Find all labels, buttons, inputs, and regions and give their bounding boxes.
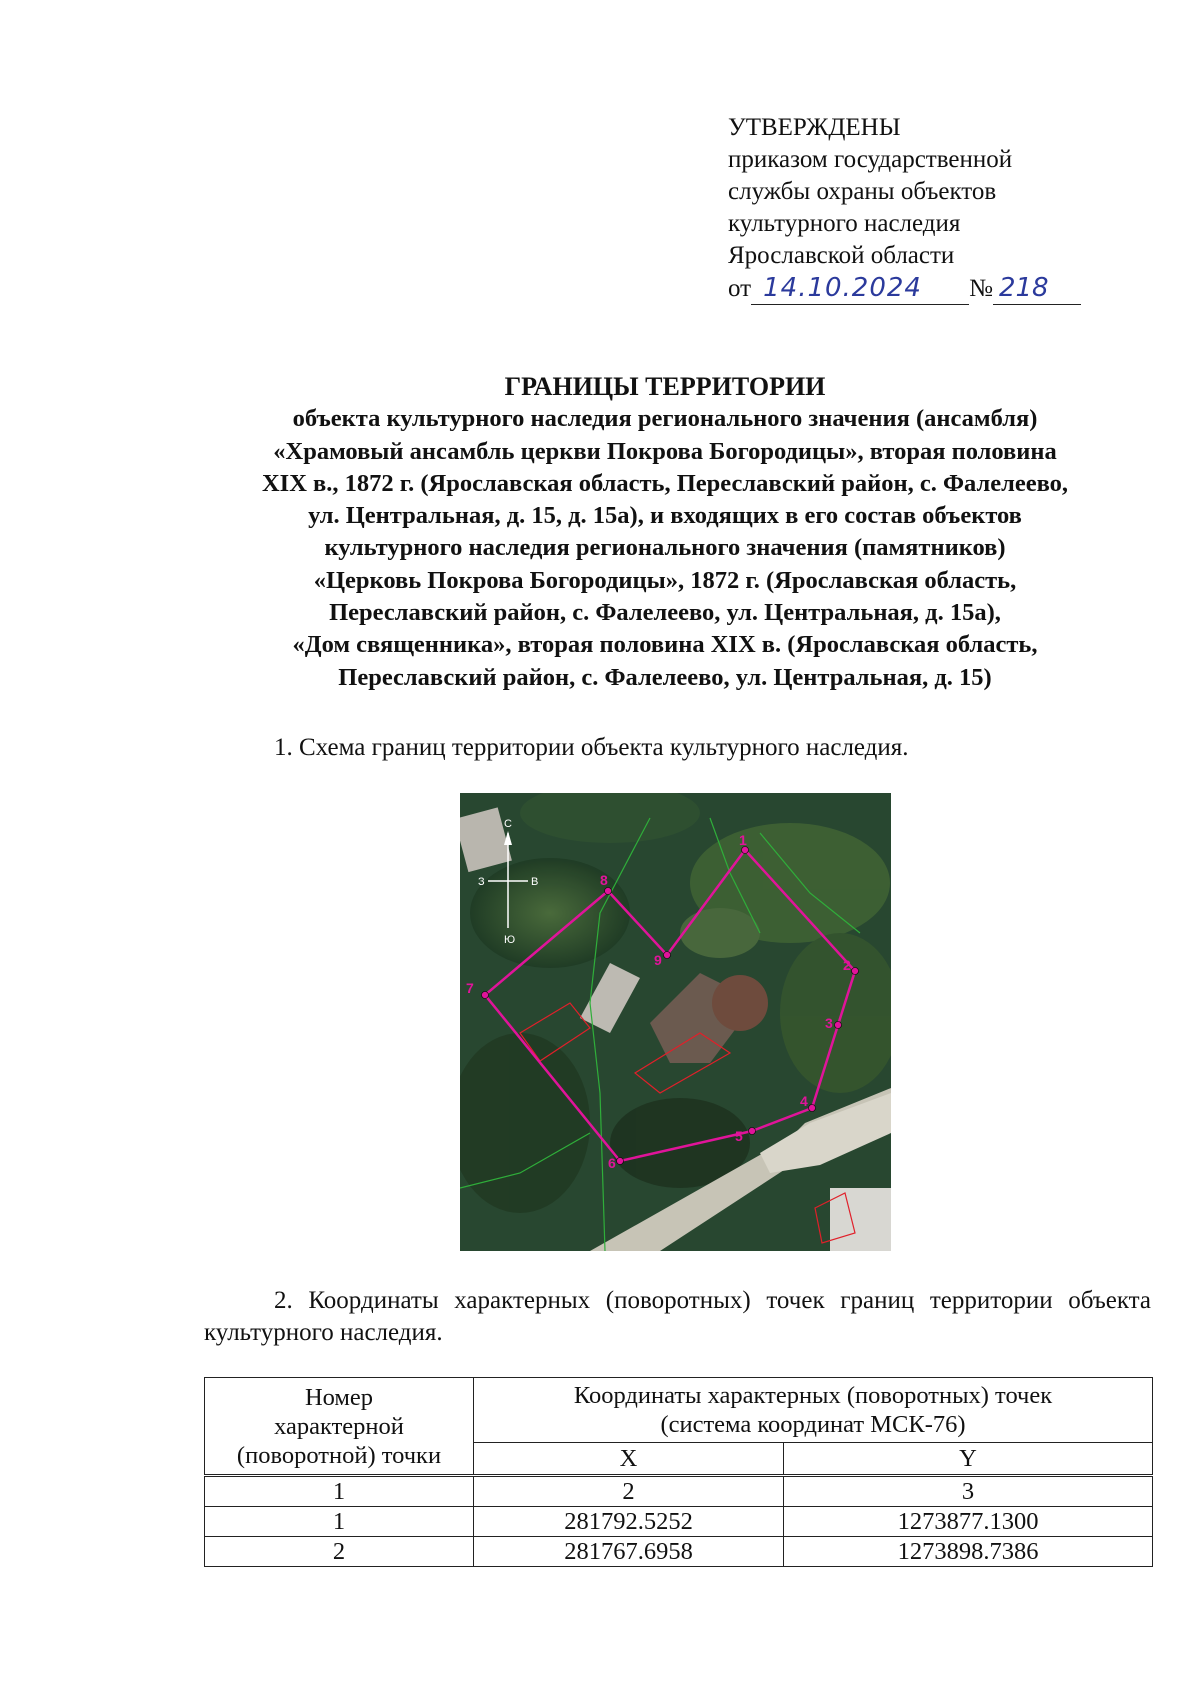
header-text: характерной [274,1412,404,1440]
title-line: «Церковь Покрова Богородицы», 1872 г. (Ярославская область, [313,566,1017,594]
document-title [190,371,1140,694]
header-y: Y [784,1443,1153,1476]
table-column-number-row [205,1476,1153,1507]
header-text: (поворотной) точки [236,1441,442,1469]
table-header-row [205,1378,1153,1443]
header-point-number [205,1378,474,1476]
header-x: X [474,1443,784,1476]
table-cell: 1 [205,1507,474,1537]
point-label: 2 [843,957,851,973]
header-text: (система координат МСК-76) [660,1411,966,1438]
title-line: XIX в., 1872 г. (Ярославская область, Переславский район, с. Фалелеево, [261,469,1069,497]
title-line: объекта культурного наследия регионального значения (ансамбля) [292,405,1038,433]
point-label: 8 [600,872,608,888]
church-dome [712,975,768,1031]
point-label: 7 [466,980,474,996]
handwritten-date: 14.10.2024 [751,272,969,305]
table-cell: 281767.6958 [474,1537,784,1567]
table-row [205,1507,1153,1537]
point-label: 4 [800,1093,808,1109]
building-bottom-right [830,1188,891,1251]
title-line: «Дом священника», вторая половина XIX в. (Ярославская область, [292,631,1038,659]
compass-east: В [531,876,539,888]
title-line: «Храмовый ансамбль церкви Покрова Богородицы», вторая половина [273,437,1057,465]
table-row [205,1537,1153,1567]
title-line: культурного наследия регионального значения (памятников) [324,534,1006,562]
point-label: 6 [608,1155,616,1171]
title-line: Переславский район, с. Фалелеево, ул. Центральная, д. 15а), [329,599,1001,627]
table-cell: 281792.5252 [474,1507,784,1537]
header-coordinates [474,1378,1153,1443]
approval-line: службы охраны объектов [728,178,997,205]
table-cell: 2 [205,1537,474,1567]
table-cell: 2 [474,1476,784,1507]
point-label: 5 [735,1128,743,1144]
compass-south: Ю [504,934,516,946]
table-cell: 1273898.7386 [784,1537,1153,1567]
table-cell: 1 [205,1476,474,1507]
title-main: ГРАНИЦЫ ТЕРРИТОРИИ [504,372,826,401]
approval-line: культурного наследия [728,210,961,237]
approval-line: приказом государственной [728,146,1013,173]
approval-heading: УТВЕРЖДЕНЫ [728,114,901,141]
section-2-heading: 2. Координаты характерных (поворотных) точек границ территории объекта культурного наследия. [204,1287,1151,1346]
handwritten-number: 218 [993,272,1081,305]
point-label: 9 [654,952,662,968]
date-prefix: от [728,275,752,302]
boundary-scheme-map [460,793,891,1251]
approval-date-line [728,272,1108,305]
compass-north: С [504,818,512,830]
header-text: Номер [304,1383,374,1411]
header-text: Координаты характерных (поворотных) точек [573,1382,1053,1409]
approval-stamp [728,112,1108,305]
point-label: 1 [739,832,747,848]
compass-west: З [478,876,485,888]
table-cell: 1273877.1300 [784,1507,1153,1537]
title-line: Переславский район, с. Фалелеево, ул. Центральная, д. 15) [338,663,992,691]
table-cell: 3 [784,1476,1153,1507]
section-1-heading: 1. Схема границ территории объекта культурного наследия. [274,734,909,761]
approval-line: Ярославской области [728,242,955,269]
title-line: ул. Центральная, д. 15, д. 15а), и входящих в его состав объектов [308,502,1022,530]
point-label: 3 [825,1015,833,1031]
number-prefix: № [969,275,993,302]
coordinates-table [204,1377,1153,1567]
